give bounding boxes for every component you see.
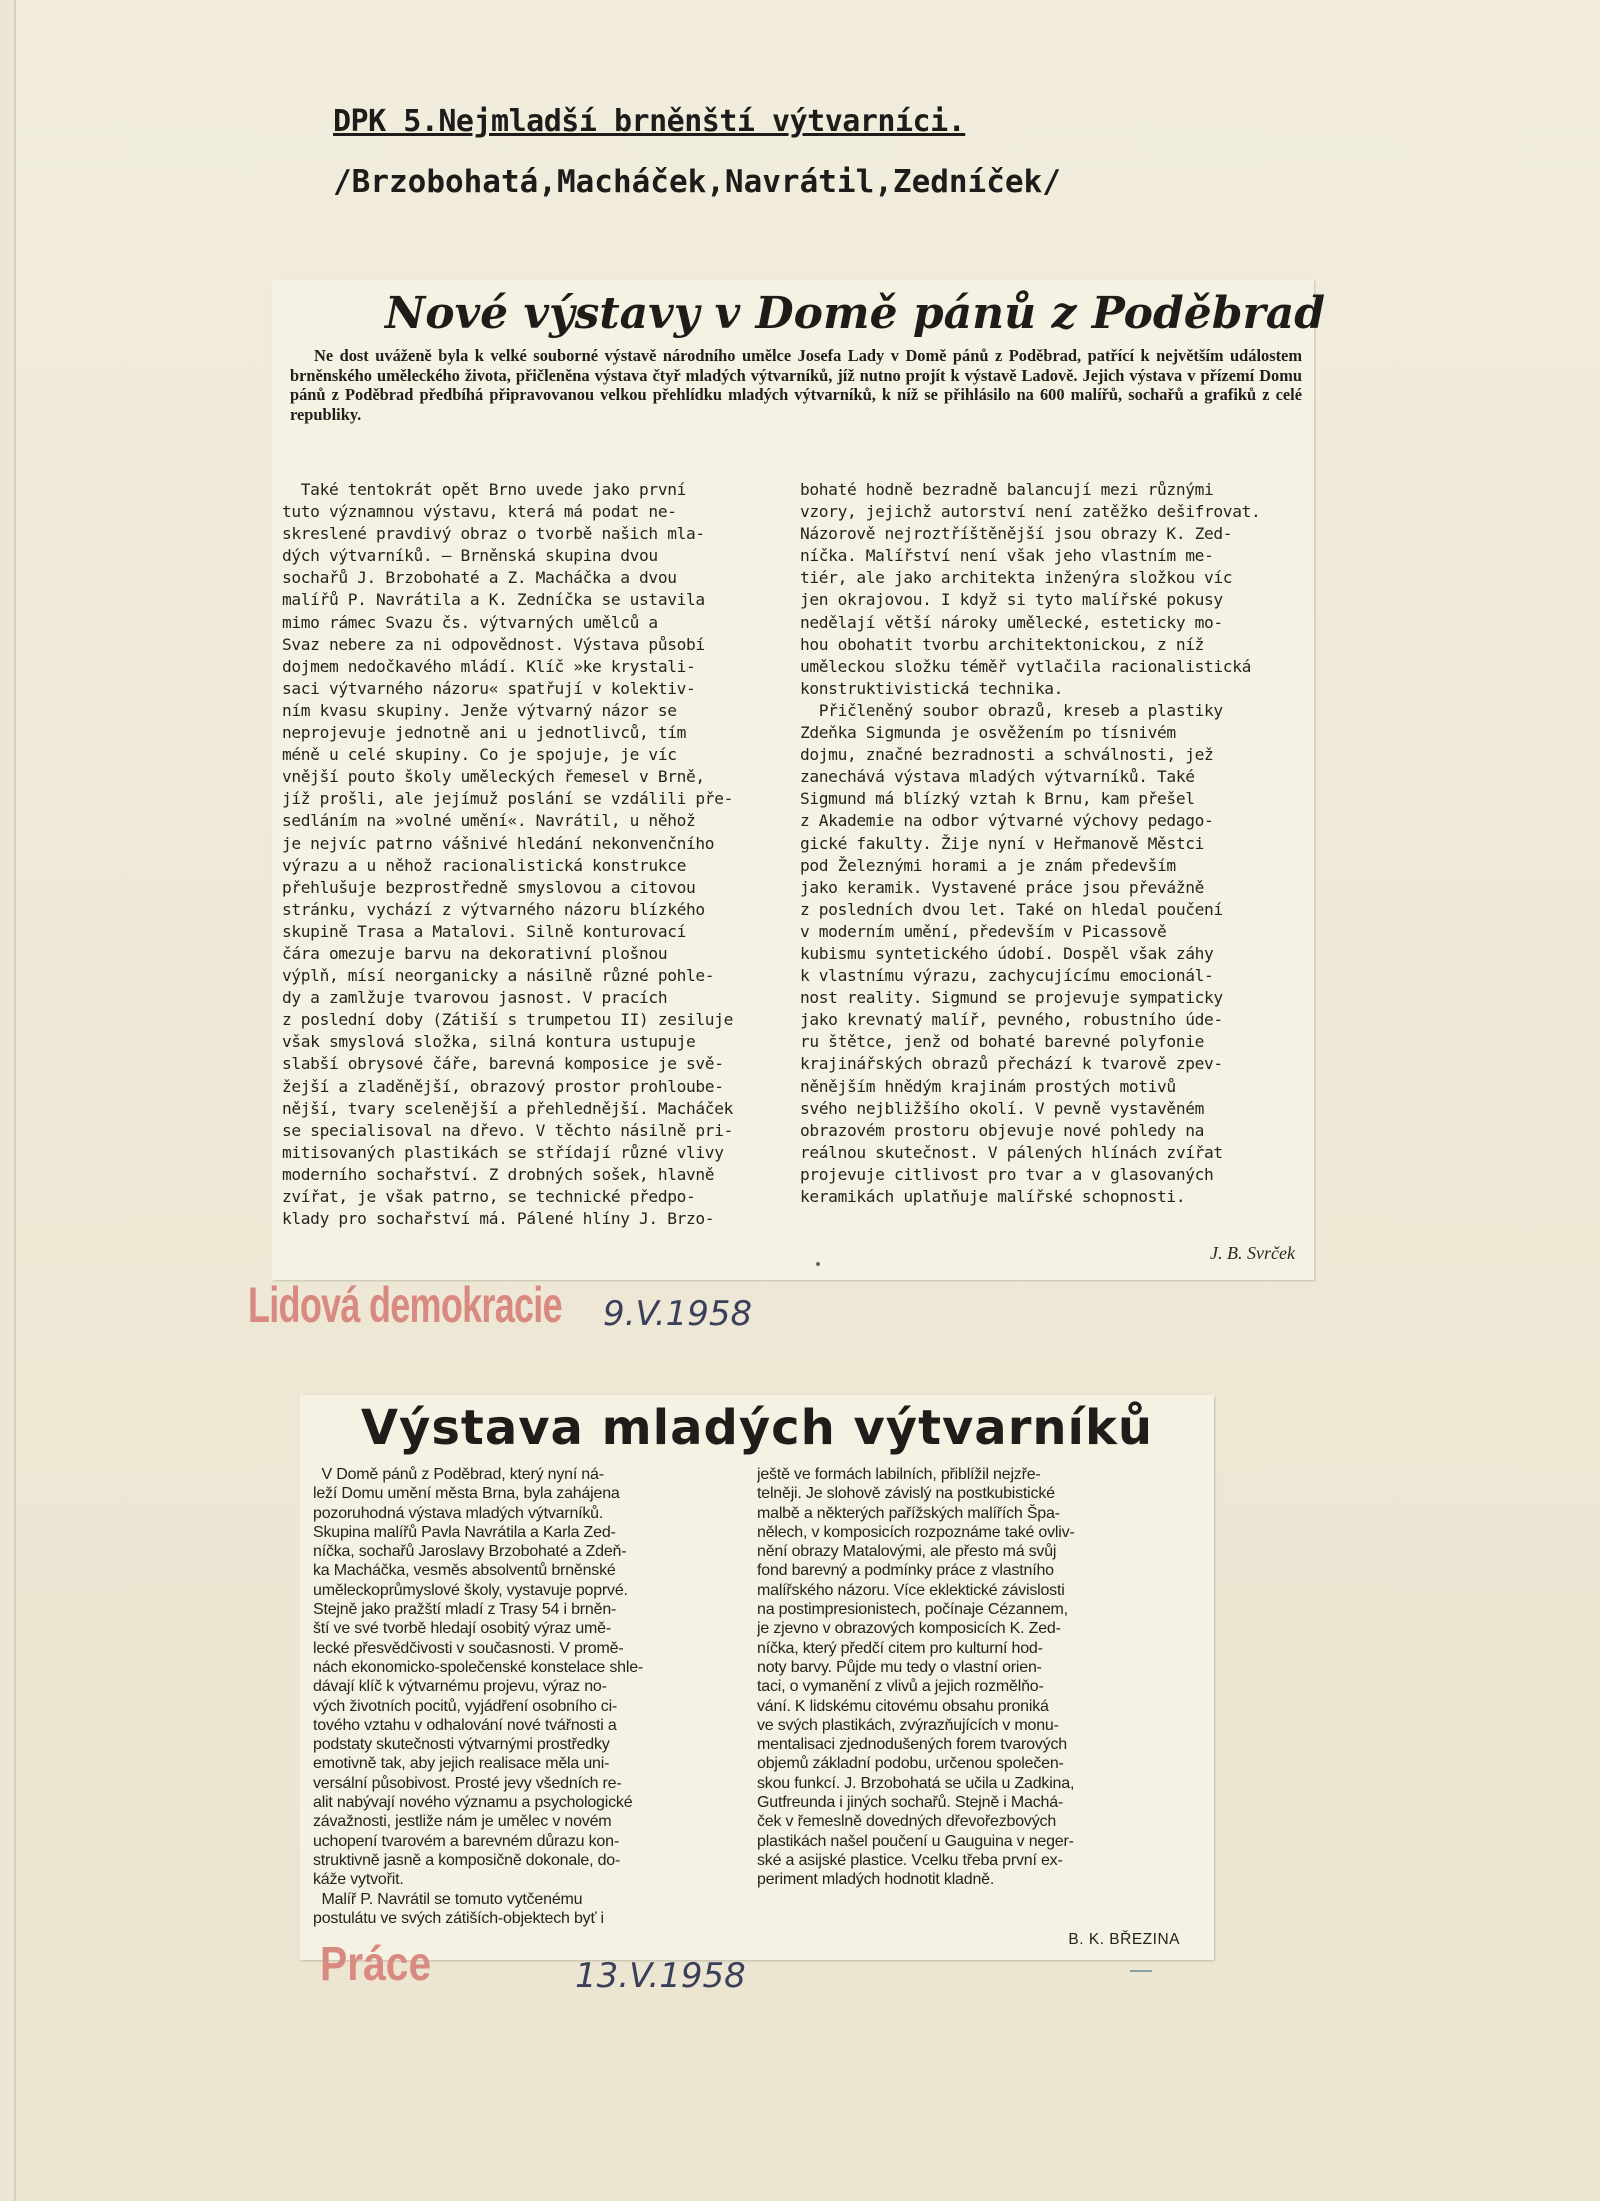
text-line: telněji. Je slohově závislý na postkubistické: [757, 1485, 1055, 1503]
text-line: gické fakulty. Žije nyní v Heřmanově Městci: [800, 833, 1205, 853]
text-line: vzory, jejichž autorství není zatěžko dešifrovat.: [800, 502, 1261, 522]
text-line: Zdeňka Sigmunda je osvěžením po tísnivém: [800, 723, 1176, 743]
text-line: níčka. Malířství není však jeho vlastním me-: [800, 546, 1214, 566]
text-line: ka Macháčka, vesměs absolventů brněnské: [313, 1562, 616, 1580]
text-line: vání. K lidskému citovému obsahu proniká: [757, 1697, 1049, 1715]
text-line: podstaty skutečnosti výtvarnými prostředky: [313, 1736, 610, 1754]
text-line: V Domě pánů z Poděbrad, který nyní ná-: [313, 1466, 604, 1483]
text-line: postulátu ve svých zátiších-objektech byť i: [313, 1909, 604, 1927]
text-line: ve svých plastikách, zvýrazňujících v monu-: [757, 1716, 1059, 1734]
handwritten-date-2: 13.V.1958: [575, 1956, 746, 1996]
article2-signature: B. K. BŘEZINA: [1068, 1931, 1180, 1948]
text-line: slabší obrysové čáře, barevná komposice je svě-: [282, 1054, 724, 1074]
text-line: mentalisaci zjednodušených forem tvarových: [757, 1736, 1067, 1754]
text-line: Také tentokrát opět Brno uvede jako první: [282, 480, 687, 499]
text-line: výrazu a u něhož racionalistická konstrukce: [282, 855, 687, 875]
text-line: přehlušuje bezprostředně smyslovou a citovou: [282, 877, 696, 897]
text-line: však smyslová složka, silná kontura ustupuje: [282, 1032, 696, 1052]
text-line: z Akademie na odbor výtvarné výchovy pedago-: [800, 811, 1214, 831]
text-line: vých životních pocitů, vyjádření osobního ci-: [313, 1697, 618, 1715]
text-line: pozoruhodná výstava mladých výtvarníků.: [313, 1504, 604, 1522]
text-line: kubismu syntetického údobí. Dospěl však záhy: [800, 943, 1214, 963]
article1-headline: Nové výstavy v Domě pánů z Poděbrad: [385, 288, 1326, 339]
text-line: jíž prošli, ale jejímuž poslání se vzdálili pře-: [282, 789, 733, 809]
text-line: výplň, mísí neorganicky a násilně různé pohle-: [282, 966, 715, 986]
text-line: neprojevuje jednotně ani u jednotlivců, tím: [282, 723, 687, 743]
text-line: níčka, sochařů Jaroslavy Brzobohaté a Zdeň-: [313, 1543, 627, 1561]
text-line: dojmem nedočkavého mládí. Klíč »ke krystali-: [282, 656, 696, 676]
article2-column-2: [757, 1465, 1199, 1890]
text-line: konstruktivistická technika.: [800, 678, 1064, 698]
text-line: k vlastnímu výrazu, zachycujícímu emocionál-: [800, 966, 1214, 986]
text-line: nělech, v komposicích rozpoznáme také ovliv-: [757, 1523, 1075, 1541]
archive-header-names: /Brzobohatá,Macháček,Navrátil,Zedníček/: [333, 164, 1061, 200]
text-line: ské a asijské plastice. Vcelku třeba první ex-: [757, 1851, 1063, 1869]
article2-headline: Výstava mladých výtvarníků: [360, 1400, 1154, 1456]
text-line: plastikách našel poučení u Gauguina v neger-: [757, 1832, 1074, 1850]
text-line: projevuje citlivost pro tvar a v glasovaných: [800, 1164, 1214, 1184]
text-line: sedláním na »volné umění«. Navrátil, u něhož: [282, 811, 696, 831]
text-line: se specialisoval na dřevo. V těchto násilně pri-: [282, 1120, 733, 1140]
text-line: káže vytvořit.: [313, 1871, 404, 1889]
text-line: je zjevno v obrazových komposicích K. Zed-: [757, 1620, 1061, 1638]
article1-lead: Ne dost uváženě byla k velké souborné výstavě národního umělce Josefa Lady v Domě pánů z Poděbrad, patřící k největším událostem brněnského uměleckého života, přičleněna výstava čtyř mladých výtvarníků, jíž nutno projít k výstavě Ladově. Jejich výstava v přízemí Domu pánů z Poděbrad předbíhá připravovanou velkou přehlídku mladých výtvarníků, k níž se přihlásilo na 600 malířů, sochařů a grafiků z celé republiky.: [290, 346, 1302, 424]
text-line: tiér, ale jako architekta inženýra složkou víc: [800, 568, 1233, 588]
text-line: čára omezuje barvu na dekorativní plošnou: [282, 943, 668, 963]
text-line: nost reality. Sigmund se projevuje sympaticky: [800, 988, 1223, 1008]
text-line: moderního sochařství. Z drobných sošek, hlavně: [282, 1164, 715, 1184]
source-stamp-prace: Práce: [320, 1938, 432, 1991]
archive-header-title: DPK 5.Nejmladší brněnští výtvarníci.: [333, 104, 966, 139]
article1-column-1: [282, 479, 784, 1230]
text-line: emotivně tak, aby jejich realisace měla uni-: [313, 1755, 610, 1773]
text-line: malbě a některých pařížských malířích Špa-: [757, 1504, 1060, 1522]
text-line: nější, tvary scelenější a přehlednější. Macháček: [282, 1098, 733, 1118]
text-line: skupině Trasa a Matalovi. Silně konturovací: [282, 921, 687, 941]
text-line: dy a zamlžuje tvarovou jasnost. V pracích: [282, 988, 668, 1008]
text-line: zanechává výstava mladých výtvarníků. Také: [800, 767, 1195, 787]
text-line: Názorově nejroztříštěnější jsou obrazy K. Zed-: [800, 524, 1233, 544]
text-line: nění obrazy Matalovými, ale přesto má svůj: [757, 1543, 1057, 1561]
text-line: Gutfreunda i jiných sochařů. Stejně i Machá-: [757, 1794, 1064, 1812]
text-line: struktivně jasně a komposičně dokonale, do-: [313, 1851, 621, 1869]
text-line: jen okrajovou. I když si tyto malířské pokusy: [800, 590, 1223, 610]
text-line: v moderním umění, především v Picassově: [800, 921, 1167, 941]
text-line: Malíř P. Navrátil se tomuto vytčenému: [313, 1890, 583, 1908]
text-line: leží Domu umění města Brna, byla zahájena: [313, 1485, 620, 1503]
text-line: jako keramik. Vystavené práce jsou převážně: [800, 877, 1205, 897]
text-line: krajinářských obrazů přechází k tvarově zpev-: [800, 1054, 1223, 1074]
text-line: vnější pouto školy uměleckých řemesel v Brně,: [282, 767, 705, 787]
text-line: ještě ve formách labilních, přiblížil nejzře-: [757, 1466, 1041, 1483]
text-line: reálnou skutečnost. V pálených hlínách zvířat: [800, 1142, 1223, 1162]
text-line: obrazovém prostoru objevuje nové pohledy na: [800, 1120, 1205, 1140]
text-line: tuto významnou výstavu, která má podat ne-: [282, 502, 677, 522]
text-line: hou obohatit tvorbu architektonickou, z níž: [800, 634, 1205, 654]
article2-column-1: [313, 1465, 753, 1928]
text-line: versální působivost. Prosté jevy všedních re-: [313, 1774, 622, 1792]
text-line: zvířat, je však patrno, se technické předpo-: [282, 1187, 696, 1206]
text-line: keramikách uplatňuje malířské schopnosti.: [800, 1187, 1186, 1206]
text-line: mitisovaných plastikách se střídají různé vlivy: [282, 1142, 724, 1162]
text-line: pod Železnými horami a je znám především: [800, 855, 1176, 875]
text-line: žejší a zladěnější, obrazový prostor prohloube-: [282, 1076, 724, 1096]
text-line: sochařů J. Brzobohaté a Z. Macháčka a dvou: [282, 568, 677, 588]
text-line: svého nejbližšího okolí. V pevně vystavěném: [800, 1098, 1205, 1118]
source-stamp-lidova-demokracie: Lidová demokracie: [248, 1277, 562, 1333]
text-line: skou funkcí. J. Brzobohatá se učila u Zadkina,: [757, 1774, 1075, 1792]
text-line: níčka, který předčí citem pro kulturní hod-: [757, 1639, 1043, 1657]
text-line: ček v řemeslně dovedných dřevořezbových: [757, 1813, 1057, 1831]
text-line: klady pro sochařství má. Pálené hlíny J. Brzo-: [282, 1209, 715, 1229]
text-line: ním kvasu skupiny. Jenže výtvarný názor se: [282, 700, 677, 720]
text-line: uměleckou složku téměř vytlačila racionalistická: [800, 656, 1251, 676]
text-line: noty barvy. Půjde mu tedy o vlastní orien-: [757, 1658, 1042, 1676]
text-line: ští ve své tvorbě hledají osobitý výraz umě-: [313, 1620, 611, 1638]
paper-speck: [816, 1262, 820, 1266]
text-line: méně u celé skupiny. Co je spojuje, je víc: [282, 745, 677, 765]
text-line: nedělají větší nároky umělecké, esteticky mo-: [800, 612, 1223, 632]
text-line: z posledních dvou let. Také on hledal poučení: [800, 899, 1223, 919]
text-line: stránku, vychází z výtvarného názoru blízkého: [282, 899, 705, 919]
text-line: malířského názoru. Více eklektické závislosti: [757, 1581, 1065, 1599]
text-line: skreslené pravdivý obraz o tvorbě našich mla-: [282, 524, 705, 544]
text-line: taci, o vymanění z vlivů a jejich rozmělňo-: [757, 1678, 1044, 1696]
text-line: malířů P. Navrátila a K. Zedníčka se ustavila: [282, 590, 705, 610]
text-line: dých výtvarníků. — Brněnská skupina dvou: [282, 546, 658, 566]
text-line: Stejně jako pražští mladí z Trasy 54 i brněn-: [313, 1601, 617, 1619]
text-line: periment mladých hodnotit kladně.: [757, 1871, 995, 1889]
text-line: saci výtvarného názoru« spatřují v kolektiv-: [282, 678, 696, 698]
text-line: ru štětce, jenž od bohaté barevné polyfonie: [800, 1032, 1205, 1052]
handwritten-date-1: 9.V.1958: [603, 1294, 753, 1334]
text-line: mimo rámec Svazu čs. výtvarných umělců a: [282, 612, 658, 632]
text-line: alit nabývají nového významu a psychologické: [313, 1794, 633, 1812]
text-line: jako krevnatý malíř, pevného, robustního úde-: [800, 1010, 1223, 1030]
text-line: uchopení tvarovém a barevném důrazu kon-: [313, 1832, 619, 1850]
text-line: Svaz nebere za ni odpovědnost. Výstava působí: [282, 634, 705, 654]
text-line: tového vztahu v odhalování nové tvářnosti a: [313, 1716, 617, 1734]
article1-signature: J. B. Svrček: [1210, 1243, 1295, 1263]
text-line: Sigmund má blízký vztah k Brnu, kam přešel: [800, 789, 1195, 809]
text-line: z poslední doby (Zátiší s trumpetou II) zesiluje: [282, 1010, 733, 1030]
text-line: bohaté hodně bezradně balancují mezi různými: [800, 480, 1214, 499]
text-line: nách ekonomicko-společenské konstelace shle-: [313, 1658, 644, 1676]
text-line: uměleckoprůmyslové školy, vystavuje poprvé.: [313, 1581, 628, 1599]
article1-column-2: [800, 479, 1310, 1208]
text-line: na postimpresionistech, počínaje Cézannem,: [757, 1601, 1068, 1619]
text-line: objemů základní podobu, určenou společen-: [757, 1755, 1064, 1773]
text-line: dávají klíč k výtvarnému projevu, výraz no-: [313, 1678, 607, 1696]
text-line: Přičleněný soubor obrazů, kreseb a plastiky: [800, 700, 1223, 720]
text-line: je nejvíc patrno vášnivé hledání nekonvenčního: [282, 833, 715, 853]
text-line: fond barevný a podmínky práce z vlastního: [757, 1562, 1054, 1580]
text-line: lecké přesvědčivosti v současnosti. V promě-: [313, 1639, 624, 1657]
decorative-rule: [1130, 1970, 1152, 1972]
text-line: něnějším hnědým krajinám prostých motivů: [800, 1076, 1176, 1096]
text-line: dojmu, značné bezradnosti a schválnosti, jež: [800, 745, 1214, 765]
text-line: Skupina malířů Pavla Navrátila a Karla Zed-: [313, 1523, 616, 1541]
text-line: závažnosti, jestliže nám je umělec v novém: [313, 1813, 612, 1831]
